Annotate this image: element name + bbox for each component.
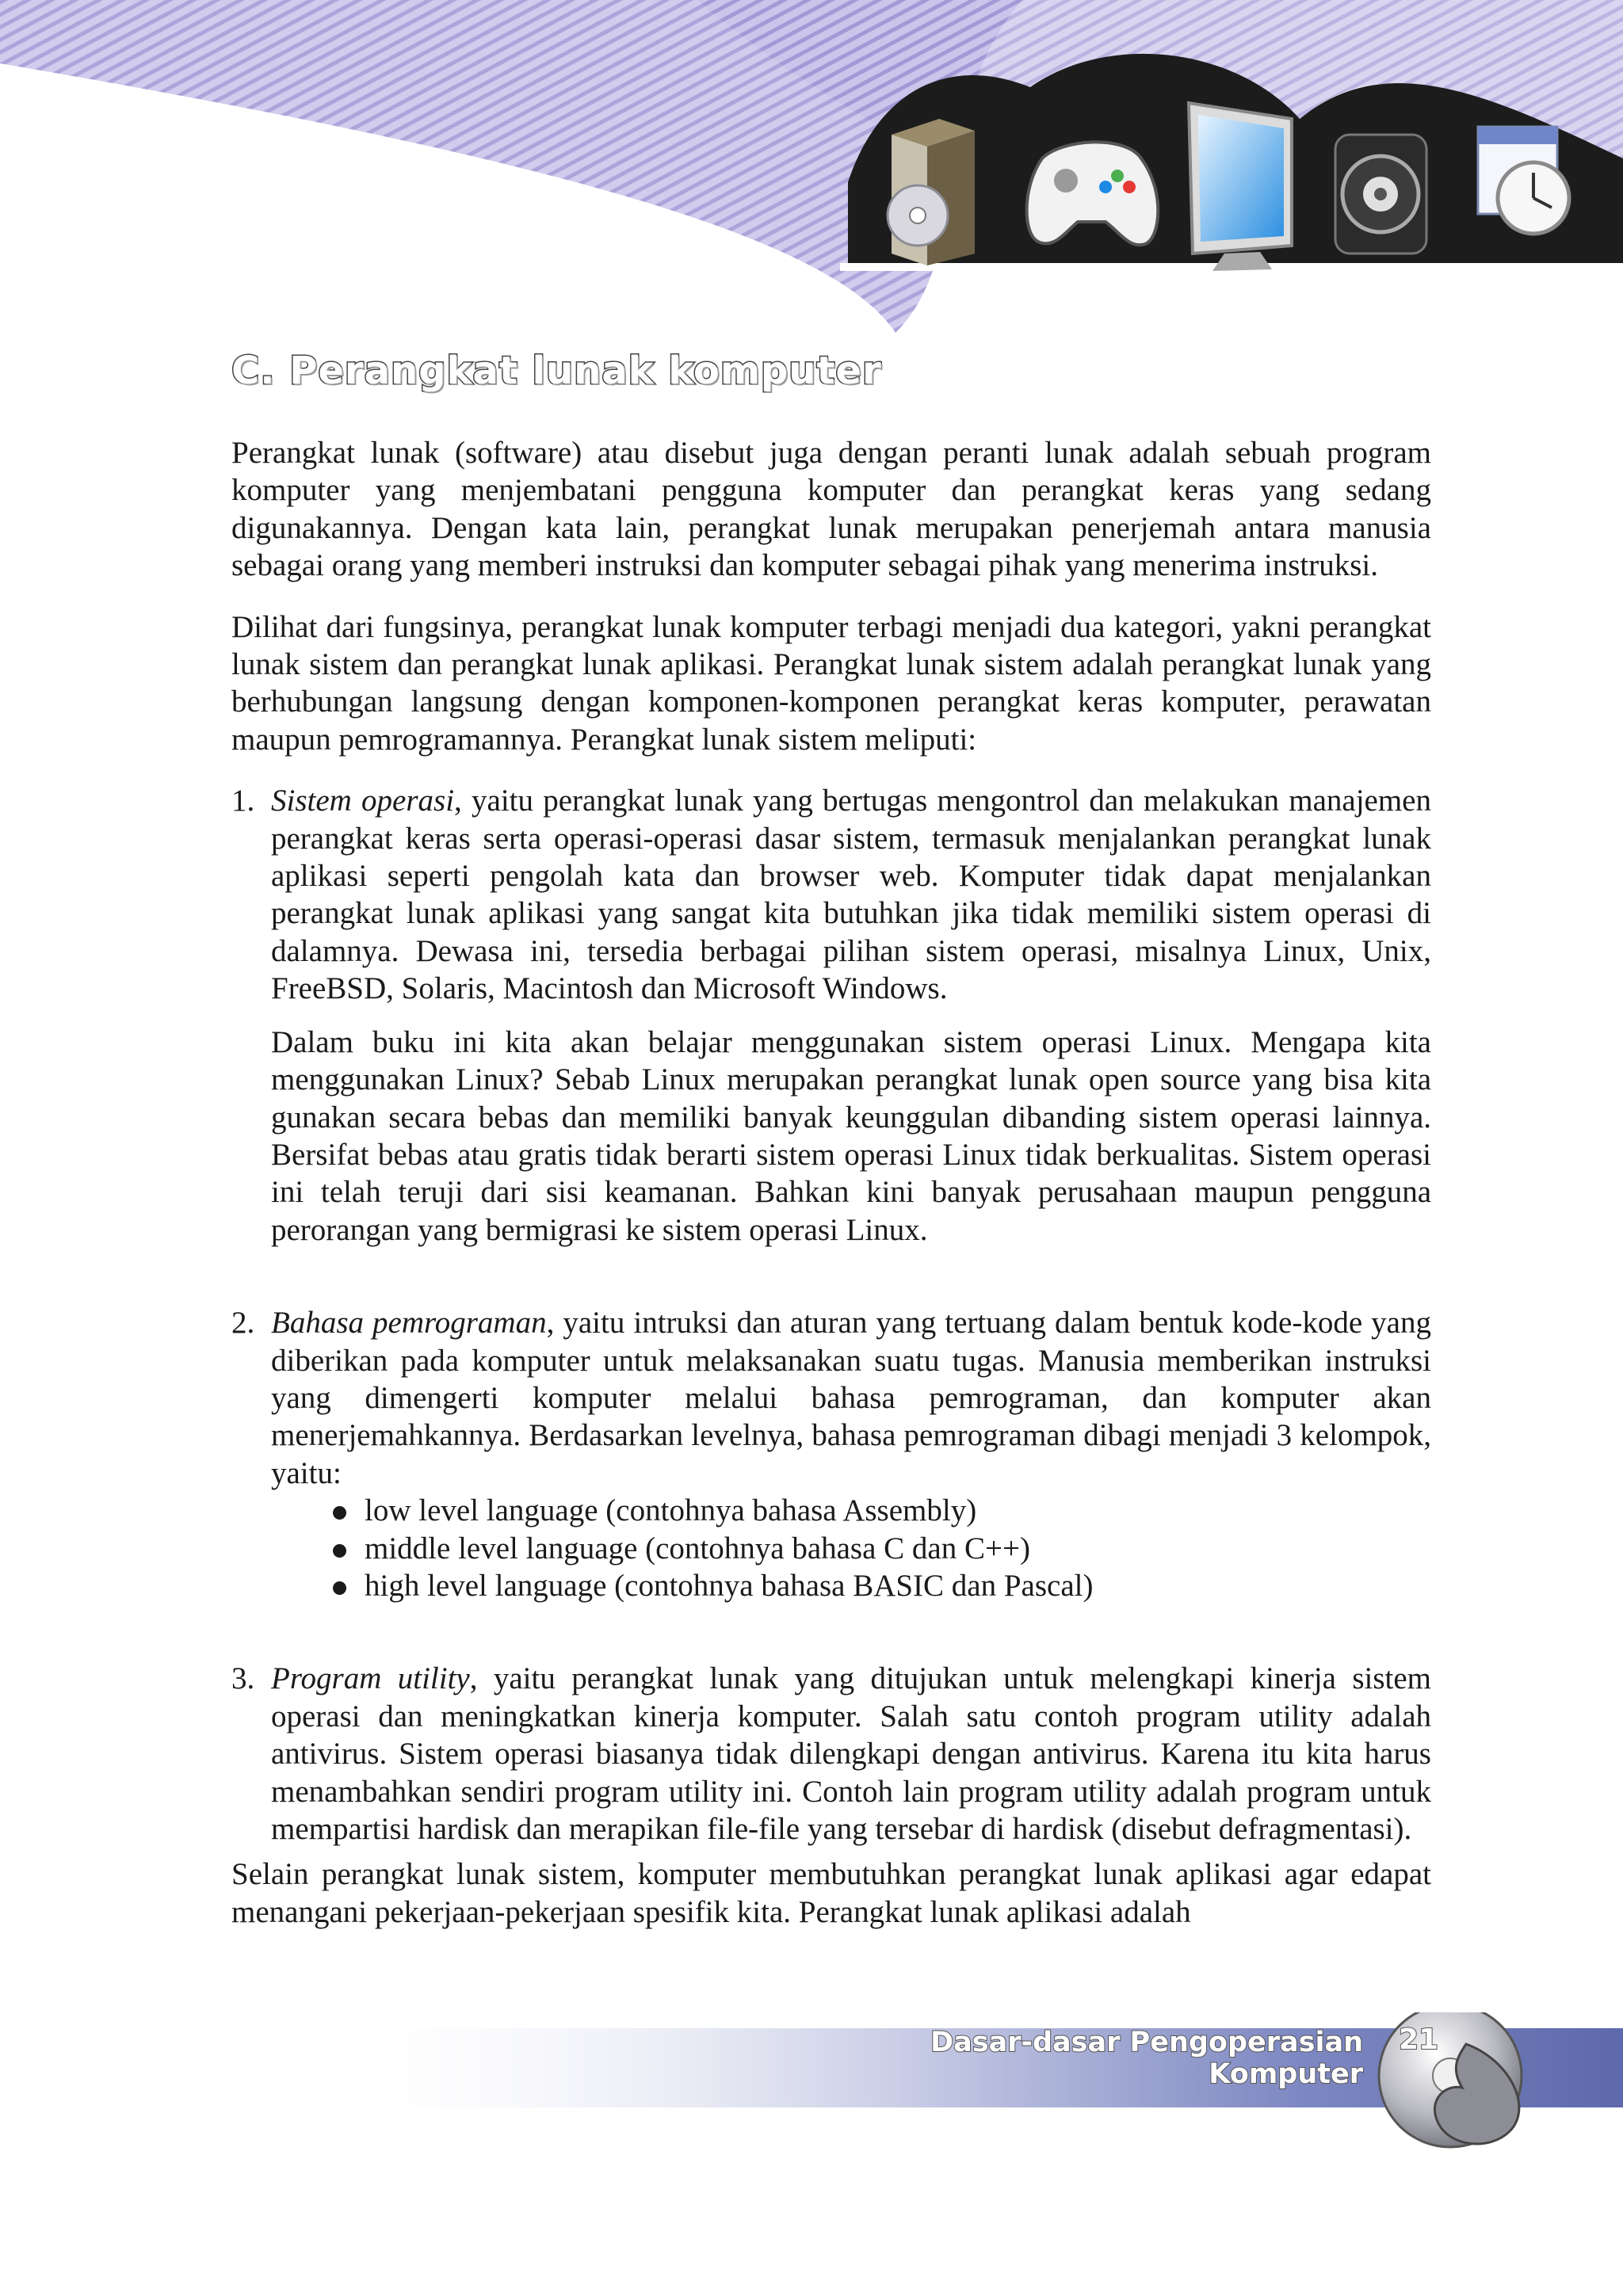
monitor-icon <box>1189 103 1292 271</box>
system-software-list <box>231 782 1431 1848</box>
list-number: 1. <box>231 784 255 818</box>
body-content <box>231 434 1431 1955</box>
speaker-icon <box>1335 135 1426 254</box>
paragraph-closing: Selain perangkat lunak sistem, komputer membutuhkan perangkat lunak aplikasi agar edapat menangani pekerjaan-pekerjaan spesifik kita. Perangkat lunak aplikasi adalah <box>231 1857 1431 1929</box>
paragraph-categories: Dilihat dari fungsinya, perangkat lunak komputer terbagi menjadi dua kategori, yakni perangkat lunak sistem dan perangkat lunak aplikasi. Perangkat lunak sistem adalah perangkat lunak yang berhubungan langsung dengan komponen-komponen perangkat keras komputer, perawatan maupun pemrogramannya. Perangkat lunak sistem meliputi: <box>231 609 1431 757</box>
bullet-item: low level language (contohnya bahasa Assembly) <box>333 1492 1431 1529</box>
list-item <box>231 782 1431 1249</box>
footer-book-title: Dasar-dasar Pengoperasian Komputer <box>930 2027 1363 2090</box>
bullet-item: high level language (contohnya bahasa BASIC dan Pascal) <box>333 1567 1431 1604</box>
header-decoration <box>0 0 1623 380</box>
list-item <box>231 1304 1431 1604</box>
language-levels-list <box>271 1492 1431 1604</box>
list-item-text: , yaitu perangkat lunak yang ditujukan untuk melengkapi kinerja sistem operasi dan meningkatkan kinerja komputer. Salah satu contoh program utility adalah antivirus. Sistem operasi biasanya tidak dilengkapi dengan antivirus. Karena itu kita harus menambahkan sendiri program utility ini. Contoh lain program utility adalah program untuk mempartisi hardisk dan merapikan file-file yang tersebar di hardisk (disebut defragmentasi). <box>271 1661 1431 1846</box>
term-bahasa-pemrograman: Bahasa pemrograman <box>271 1306 547 1341</box>
list-item-text: , yaitu perangkat lunak yang bertugas mengontrol dan melakukan manajemen perangkat keras serta operasi-operasi dasar sistem, termasuk menjalankan perangkat lunak aplikasi seperti pengolah kata dan browser web. Komputer tidak dapat menjalankan perangkat lunak aplikasi yang sangat kita butuhkan jika tidak memiliki sistem operasi di dalamnya. Dewasa ini, tersedia berbagai pilihan sistem operasi, misalnya Linux, Unix, FreeBSD, Solaris, Macintosh dan Microsoft Windows. <box>271 784 1431 1006</box>
list-number: 3. <box>231 1661 255 1696</box>
list-item <box>231 1660 1431 1848</box>
paragraph-intro: Perangkat lunak (software) atau disebut juga dengan peranti lunak adalah sebuah program komputer yang menjembatani pengguna komputer dan perangkat keras yang sedang digunakannya. Dengan kata lain, perangkat lunak merupakan penerjemah antara manusia sebagai orang yang memberi instruksi dan komputer sebagai pihak yang menerima instruksi. <box>231 436 1431 583</box>
software-box-icon <box>888 119 975 265</box>
section-title: C. Perangkat lunak komputer <box>231 349 882 393</box>
list-item-extra: Dalam buku ini kita akan belajar menggunakan sistem operasi Linux. Mengapa kita menggunakan Linux? Sebab Linux merupakan perangkat lunak open source yang bisa kita gunakan secara bebas dan memiliki banyak keunggulan dibanding sistem operasi lainnya. Bersifat bebas atau gratis tidak berarti sistem operasi Linux tidak berkualitas. Sistem operasi ini telah teruji dari sisi keamanan. Bahkan kini banyak perusahaan maupun pengguna perorangan yang bermigrasi ke sistem operasi Linux. <box>271 1024 1431 1247</box>
list-number: 2. <box>231 1306 255 1341</box>
term-program-utility: Program utility <box>271 1661 470 1696</box>
bullet-item: middle level language (contohnya bahasa C dan C++) <box>333 1530 1431 1567</box>
list-item-text: , yaitu intruksi dan aturan yang tertuang dalam bentuk kode-kode yang diberikan pada komputer untuk melaksanakan suatu tugas. Manusia memberikan instruksi yang dimengerti komputer melalui bahasa pemrograman, dan komputer akan menerjemahkannya. Berdasarkan levelnya, bahasa pemrograman dibagi menjadi 3 kelompok, yaitu: <box>271 1306 1431 1490</box>
term-sistem-operasi: Sistem operasi <box>271 784 455 818</box>
page-number: 21 <box>1398 2023 1439 2056</box>
